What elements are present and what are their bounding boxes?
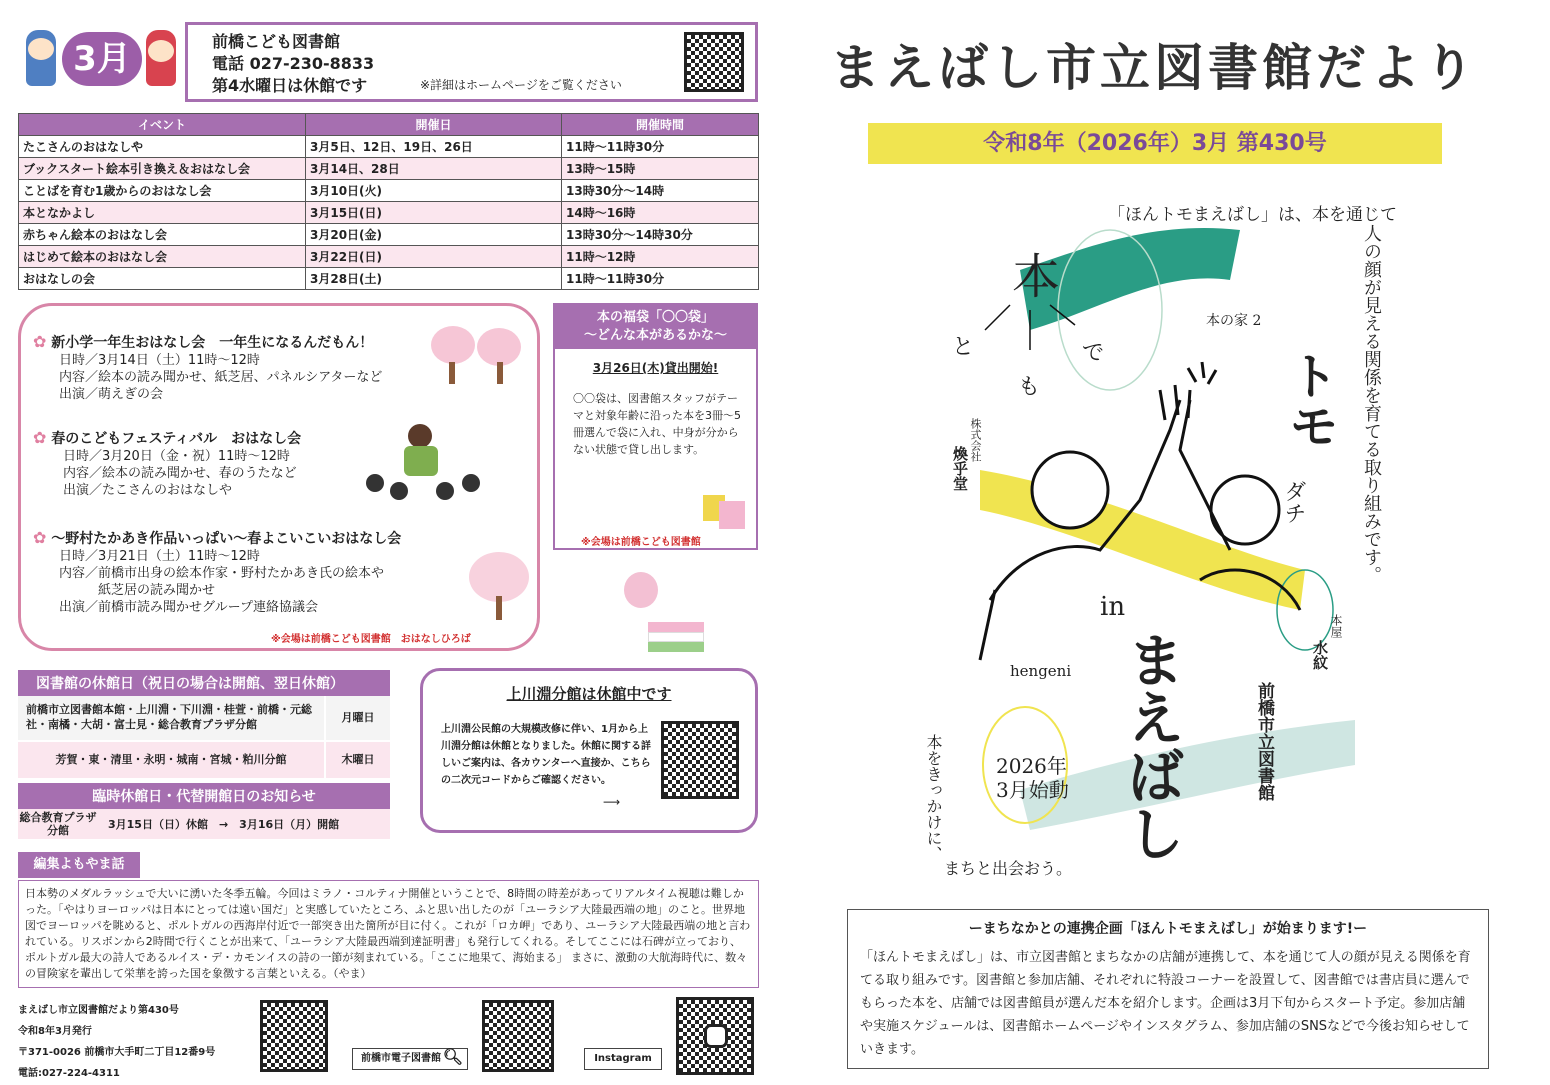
sakura-icon: ✿ (33, 528, 47, 547)
poster-honnoie: 本の家 2 (1206, 313, 1262, 329)
event-1-line: 出演／萌えぎの会 (59, 387, 164, 402)
sakura-icon: ✿ (33, 332, 47, 351)
poster-to: と (952, 335, 975, 360)
cell-time: 11時～12時 (562, 246, 759, 268)
poster-honya-a: 本屋 (1329, 614, 1343, 638)
cell-time: 11時～11時30分 (562, 268, 759, 290)
event-2-line: 出演／たこさんのおはなしや (63, 483, 233, 498)
cell-date: 3月22日(日) (306, 246, 562, 268)
cell-time: 14時～16時 (562, 202, 759, 224)
cell-time: 13時～15時 (562, 158, 759, 180)
event-2-line: 日時／3月20日（金・祝）11時～12時 (63, 449, 290, 464)
poster-start-b: 3月始動 (996, 778, 1069, 802)
lantern-illustration (618, 572, 708, 652)
green-circle-outline (1277, 570, 1333, 650)
ebook-link-button[interactable] (352, 1048, 468, 1070)
cell-event: 赤ちゃん絵本のおはなし会 (19, 224, 306, 246)
poster-mo: も (1018, 375, 1041, 400)
cell-date: 3月20日(金) (306, 224, 562, 246)
event-1-title: 新小学一年生おはなし会 一年生になるんだもん！ (51, 335, 374, 351)
footer-line: 令和8年3月発行 (18, 1026, 92, 1037)
instagram-link-button[interactable]: Instagram (584, 1048, 662, 1070)
qr-code-footer-1[interactable] (260, 1000, 328, 1072)
closed-days-section (18, 670, 390, 778)
table-row (19, 224, 759, 246)
poster-kanpeido-a: 株式会社 (969, 418, 982, 462)
library-name: 前橋こども図書館 (212, 32, 341, 51)
col-header-time: 開催時間 (562, 114, 759, 136)
sakura-icon: ✿ (33, 428, 47, 447)
event-3-line: 内容／前橋市出身の絵本作家・野村たかあき氏の絵本や (59, 566, 385, 581)
qr-code-ebook[interactable] (482, 1000, 554, 1072)
kamikawa-body: 上川淵公民館の大規模改修に伴い、1月から上川淵分館は休館となりました。休館に関する詳しいご案内は、各カウンターへ直接か、こちらの二次元コードからご確認ください。 (441, 724, 651, 786)
tagline-vertical: 人の顔が見える関係を育てる取り組みです。 (1361, 224, 1382, 584)
poster-dachi: ダチ (1281, 480, 1306, 524)
cell-event: おはなしの会 (19, 268, 306, 290)
poster (900, 190, 1420, 890)
poster-in: in (1100, 592, 1126, 622)
temp-text: 3月15日（日）休館 → 3月16日（月）開館 (108, 818, 340, 831)
newsletter-title: まえばし市立図書館だより (830, 39, 1478, 97)
doll-right-face (148, 40, 174, 62)
poster-deau: まちと出会おう。 (944, 859, 1073, 878)
poster-tomo: トモ (1281, 350, 1340, 450)
collab-title: ーまちなかとの連携企画「ほんトモまえばし」が始まります!ー (968, 921, 1368, 937)
doll-left-face (28, 38, 54, 60)
closed-branches: 芳賀・東・清里・永明・城南・宮城・粕川分館 (55, 753, 287, 766)
cell-date: 3月15日(日) (306, 202, 562, 224)
event-3-line: 日時／3月21日（土）11時～12時 (59, 549, 260, 564)
temp-closed-section (18, 783, 390, 839)
poster-maebashi: まえばし (1117, 630, 1185, 862)
editor-tag: 編集よもやま話 (18, 852, 140, 878)
poster-honya-b: 水紋 (1311, 640, 1329, 670)
poster-hengeni: hengeni (1010, 662, 1072, 680)
temp-branch: 総合教育プラザ分館 (19, 811, 97, 837)
poster-de: で (1082, 341, 1105, 366)
event-1-line: 内容／絵本の読み聞かせ、紙芝居、パネルシアターなど (59, 370, 383, 385)
table-row (19, 202, 759, 224)
detail-note: ※詳細はホームページをご覧ください (420, 78, 622, 92)
collab-text: 「ほんトモまえばし」は、市立図書館とまちなかの店舗が連携して、本を通じて人の顔が見える関係を育てる取り組みです。図書館と参加店舗、それぞれに特設コーナーを設置して、図書館では書店員に選んでもらった本を、店舗では図書館員が選んだ本を紹介します。企画は3月下旬からスタート予定。参加店舗や実施スケジュールは、図書館ホームページやインスタグラム、参加店舗のSNSなどで今後お知らせしていきます。 (860, 950, 1471, 1057)
arrow-right-icon: ⟶ (603, 795, 621, 809)
cell-event: たこさんのおはなしや (19, 136, 306, 158)
fest-venue-note: ※会場は前橋こども図書館 おはなしひろば (271, 634, 471, 645)
poster-kikkake: 本をきっかけに、 (924, 734, 943, 862)
fukubukuro-box (553, 303, 758, 550)
instagram-icon (704, 1024, 728, 1048)
cell-time: 13時30分～14時 (562, 180, 759, 202)
closed-row (18, 696, 390, 742)
fukubukuro-note: ※会場は前橋こども図書館 (581, 537, 701, 548)
fukubukuro-title: 本の福袋「〇〇袋」 (596, 310, 714, 325)
cell-date: 3月10日(火) (306, 180, 562, 202)
poster-kanpeido-b: 煥乎堂 (951, 446, 969, 491)
library-phone: 電話 027-230-8833 (212, 54, 375, 73)
footer-line: まえばし市立図書館だより第430号 (18, 1005, 179, 1016)
poster-start-a: 2026年 (996, 754, 1067, 778)
closed-day: 月曜日 (324, 696, 390, 740)
poster-library: 前橋市立図書館 (1254, 682, 1274, 801)
spark-lines (1188, 362, 1216, 384)
event-3-line: 出演／前橋市読み聞かせグループ連絡協議会 (59, 600, 318, 615)
event-3-line: 紙芝居の読み聞かせ (59, 583, 216, 598)
qr-code-kamikawa[interactable] (661, 721, 739, 799)
event-3-title: ～野村たかあき作品いっぱい～春よこいこいおはなし会 (51, 531, 402, 547)
ebook-label: 前橋市電子図書館 (361, 1053, 441, 1064)
closed-note: 第4水曜日は休館です (212, 76, 368, 95)
fukubukuro-body: 〇〇袋は、図書館スタッフがテーマと対象年齢に沿った本を3冊～5冊選んで袋に入れ、中身が分からない状態で貸し出します。 (573, 392, 741, 456)
table-row (19, 268, 759, 290)
cell-time: 13時30分～14時30分 (562, 224, 759, 246)
cherry-blossom-illustration (469, 552, 529, 622)
table-row (19, 136, 759, 158)
footer-line: 電話:027-224-4311 (18, 1068, 120, 1079)
closed-days-head: 図書館の休館日（祝日の場合は開館、翌日休館） (18, 670, 390, 696)
event-1-line: 日時／3月14日（土）11時～12時 (59, 353, 260, 368)
col-header-event: イベント (19, 114, 306, 136)
issue-bar: 令和8年（2026年）3月 第430号 (868, 123, 1442, 164)
table-row (19, 246, 759, 268)
event-2 (33, 428, 301, 499)
events-table (18, 113, 759, 290)
col-header-date: 開催日 (306, 114, 562, 136)
cell-event: ブックスタート絵本引き換え＆おはなし会 (19, 158, 306, 180)
table-row (19, 158, 759, 180)
cherry-tree-illustration (431, 326, 521, 386)
cell-event: はじめて絵本のおはなし会 (19, 246, 306, 268)
editor-text: 日本勢のメダルラッシュで大いに湧いた冬季五輪。今回はミラノ・コルティナ開催ということで、8時間の時差があってリアルタイム視聴は難しかった。「やはりヨーロッパは日本にとっては遠い国だ」と実感していたところ、ふと思い出したのが「ユーラシア大陸最西端の地」のこと。世界地図でヨーロッパを眺めると、ポルトガルの西海岸付近で一部突き出た箇所が目に付く。これが「ロカ岬」であり、ユーラシア大陸最西端の地と言われている。リスボンから2時間で行くことが出来て、「ユーラシア大陸最西端到達証明書」も発行してくれる。そしてここには石碑が立っており、ポルトガル最大の詩人であるルイス・デ・カモンイスの詩の一節が刻まれている。「ここに地果て、海始まる」 まさに、激動の大航海時代に、数々の冒険家を輩出して栄華を誇った国を象徴する言葉といえる。（やま） (18, 880, 759, 988)
cell-date: 3月28日(土) (306, 268, 562, 290)
kamikawa-title: 上川淵分館は休館中です (506, 685, 672, 703)
fukubukuro-start: 3月26日(木)貸出開始! (592, 361, 719, 375)
search-icon: 🔍︎ (442, 1047, 463, 1066)
closed-day: 木曜日 (324, 742, 390, 778)
month-badge: 3月 (62, 32, 142, 86)
cell-time: 11時～11時30分 (562, 136, 759, 158)
fukubukuro-subtitle: ～どんな本があるかな～ (583, 328, 727, 343)
table-row (19, 180, 759, 202)
mint-band (1020, 720, 1355, 830)
closed-branches: 前橋市立図書館本館・上川淵・下川淵・桂萱・前橋・元総社・南橘・大胡・富士見・総合教育プラザ分館 (26, 703, 312, 731)
event-3 (33, 528, 401, 616)
footer-info (18, 1000, 215, 1084)
qr-code-homepage[interactable] (684, 32, 744, 92)
footer-line: 〒371-0026 前橋市大手町二丁目12番9号 (18, 1047, 216, 1058)
tagline-top: 「ほんトモまえばし」は、本を通じて (1108, 205, 1397, 225)
cell-event: 本となかよし (19, 202, 306, 224)
shopping-bag-icon (719, 501, 745, 529)
poster-hon: 本 (1012, 249, 1061, 305)
poster-start (996, 754, 1069, 802)
temp-closed-row (18, 809, 390, 839)
cell-event: ことばを育む1歳からのおはなし会 (19, 180, 306, 202)
special-events-box (18, 303, 540, 651)
closed-row (18, 742, 390, 778)
storytime-illustration (366, 424, 486, 504)
event-2-line: 内容／絵本の読み聞かせ、春のうたなど (63, 466, 297, 481)
kamikawa-box (420, 668, 758, 833)
temp-closed-head: 臨時休館日・代替開館日のお知らせ (18, 783, 390, 809)
collab-box (847, 909, 1489, 1069)
event-2-title: 春のこどもフェスティバル おはなし会 (51, 431, 302, 447)
cell-date: 3月5日、12日、19日、26日 (306, 136, 562, 158)
cell-date: 3月14日、28日 (306, 158, 562, 180)
event-1 (33, 332, 382, 403)
